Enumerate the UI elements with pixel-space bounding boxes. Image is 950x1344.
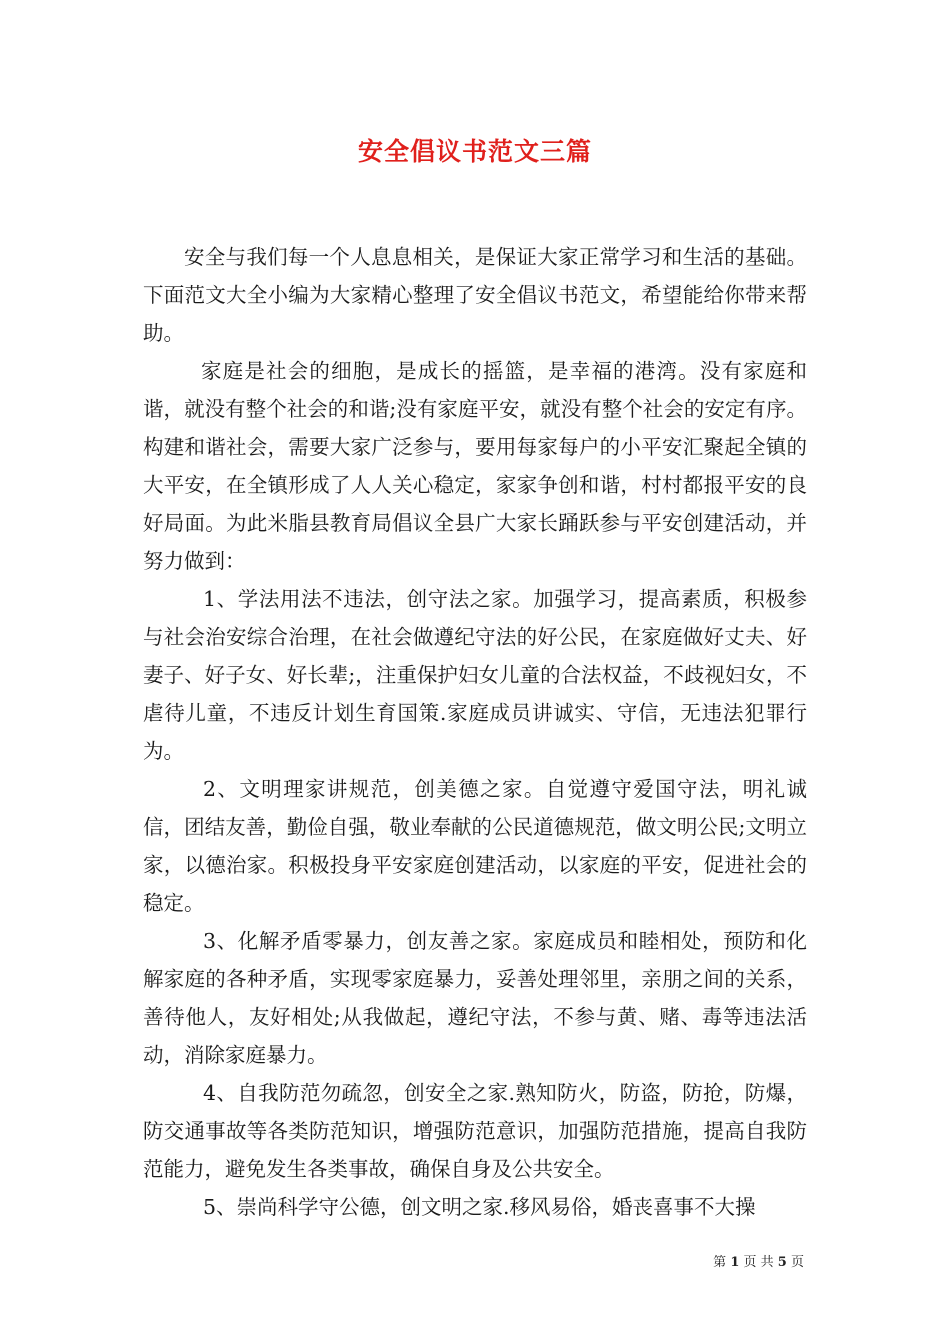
paragraph-item-5: 5、崇尚科学守公德，创文明之家.移风易俗，婚丧喜事不大操: [203, 1195, 756, 1219]
document-body: [143, 238, 807, 1226]
paragraph-family: 家庭是社会的细胞，是成长的摇篮，是幸福的港湾。没有家庭和谐，就没有整个社会的和谐;没有家庭平安，就没有整个社会的安定有序。构建和谐社会，需要大家广泛参与，要用每家每户的小平安汇聚起全镇的大平安，在全镇形成了人人关心稳定，家家争创和谐，村村都报平安的良好局面。为此米脂县教育局倡议全县广大家长踊跃参与平安创建活动，并努力做到：: [143, 359, 807, 573]
footer-middle: 页 共: [743, 1255, 774, 1270]
footer-prefix: 第: [713, 1255, 727, 1270]
paragraph-item-3: 3、化解矛盾零暴力，创友善之家。家庭成员和睦相处，预防和化解家庭的各种矛盾，实现零家庭暴力，妥善处理邻里，亲朋之间的关系，善待他人，友好相处;从我做起，遵纪守法，不参与黄、赌、毒等违法活动，消除家庭暴力。: [143, 929, 807, 1067]
paragraph-intro: 安全与我们每一个人息息相关，是保证大家正常学习和生活的基础。下面范文大全小编为大家精心整理了安全倡议书范文，希望能给你带来帮助。: [143, 245, 807, 345]
paragraph-item-1: 1、学法用法不违法，创守法之家。加强学习，提高素质，积极参与社会治安综合治理，在社会做遵纪守法的好公民，在家庭做好丈夫、好妻子、好子女、好长辈;，注重保护妇女儿童的合法权益，不歧视妇女，不虐待儿童，不违反计划生育国策.家庭成员讲诚实、守信，无违法犯罪行为。: [143, 587, 807, 763]
document-title: 安全倡议书范文三篇: [357, 137, 592, 166]
footer-suffix: 页: [790, 1255, 804, 1270]
paragraph-item-4: 4、自我防范勿疏忽，创安全之家.熟知防火，防盗，防抢，防爆，防交通事故等各类防范知识，增强防范意识，加强防范措施，提高自我防范能力，避免发生各类事故，确保自身及公共安全。: [143, 1081, 807, 1181]
footer-current-page: 1: [730, 1255, 740, 1270]
paragraph-item-2: 2、文明理家讲规范，创美德之家。自觉遵守爱国守法，明礼诚信，团结友善，勤俭自强，敬业奉献的公民道德规范，做文明公民;文明立家，以德治家。积极投身平安家庭创建活动，以家庭的平安，促进社会的稳定。: [143, 777, 807, 915]
page-number-footer: [713, 1251, 804, 1270]
footer-total-pages: 5: [777, 1255, 787, 1270]
